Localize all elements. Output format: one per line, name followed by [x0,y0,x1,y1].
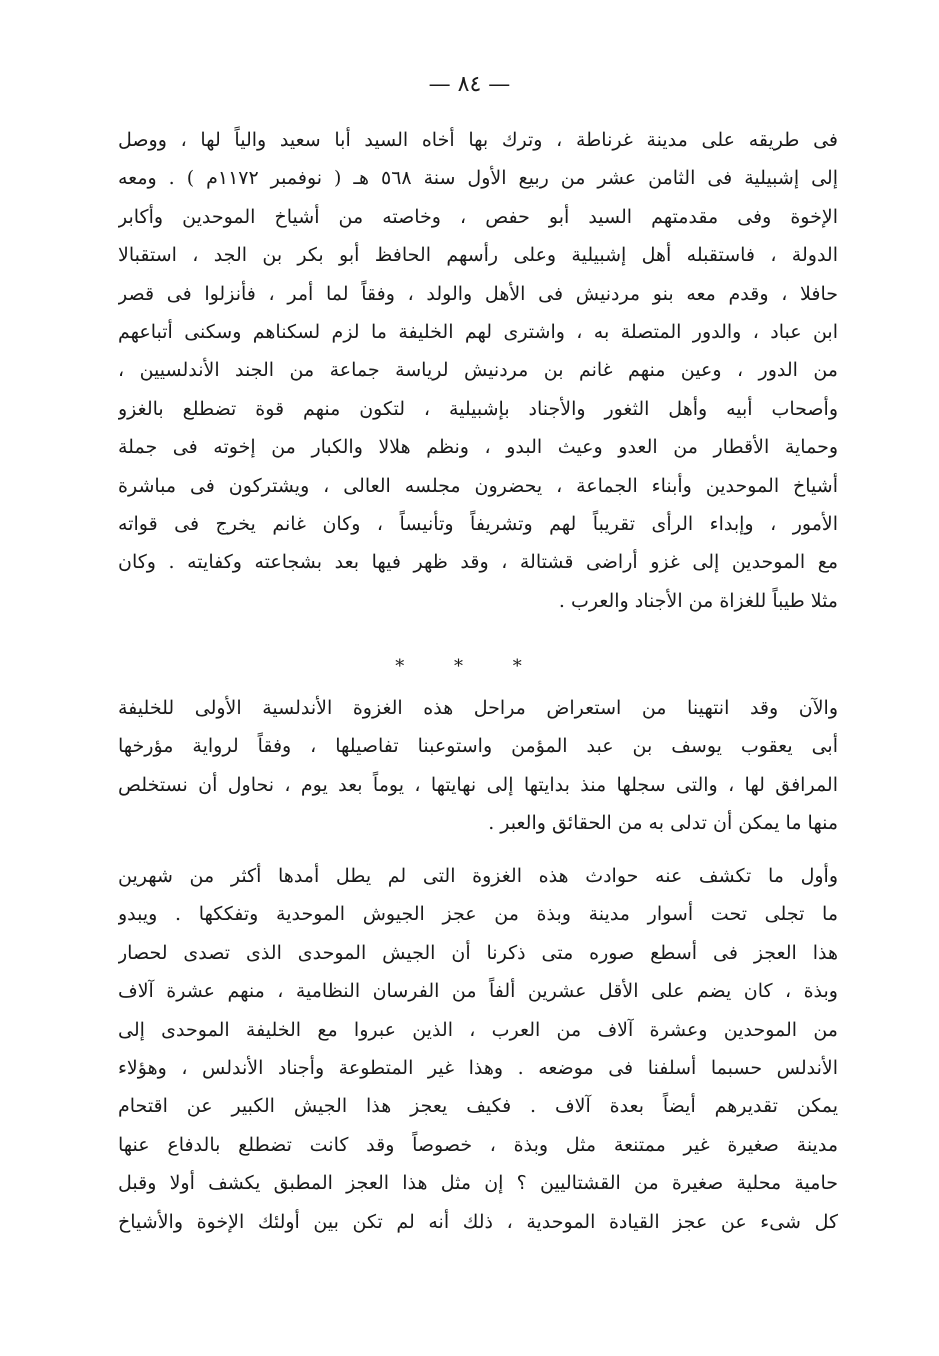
text-line: وأصحاب أبيه وأهل الثغور والأجناد بإشبيلية ، لتكون منهم قوة تضطلع بالغزو [118,397,838,420]
text-line: مثلا طيباً للغزاة من الأجناد والعرب . [558,589,838,612]
text-line: أبى يعقوب يوسف بن عبد المؤمن واستوعبنا تفاصيلها ، وفقاً لرواية مؤرخها [118,735,838,758]
text-line: وحماية الأقطار من العدو وعيث البدو ، ونظم هلالا والكبار من إخوته فى جملة [118,436,838,459]
text-line: من الموحدين وعشرة آلاف من العرب ، الذين عبروا مع الخليفة الموحدى إلى [118,1018,838,1041]
text-line: حامية محلية صغيرة من القشتاليين ؟ إن مثل هذا العجز المطبق يكشف أولا وقبل [118,1172,838,1195]
text-line: فى طريقه على مدينة غرناطة ، وترك بها أخاه السيد أبا سعيد والياً لها ، ووصل [118,129,838,151]
text-line: الأندلس حسبما أسلفنا فى موضعه . وهذا غير المتطوعة وأجناد الأندلس ، وهؤلاء [118,1056,838,1079]
text-line: إلى إشبيلية فى الثامن عشر من ربيع الأول سنة ٥٦٨ هـ ( نوفمبر ١١٧٢م ) . ومعه [118,167,838,190]
text-line: مع الموحدين إلى غزو أراضى قشتالة ، وقد ظهر فيها بعد بشجاعته وكفايته . وكان [118,551,838,574]
text-line: كل شىء عن عجز القيادة الموحدية ، ذلك أنه لم تكن بين أولئك الإخوة والأشياخ [118,1210,838,1233]
text-line: والآن وقد انتهينا من استعراض مراحل هذه الغزوة الأندلسية الأولى للخليفة [118,697,838,719]
text-line: الأمور ، وإبداء الرأى تقريباً لهم وتشريفاً وتأنيساً ، وكان غانم يخرج فى قواته [118,512,838,535]
section-separator: * * * [395,656,544,677]
text-line: أشياخ الموحدين وأبناء الجماعة ، يحضرون مجلسه العالى ، ويشتركون فى مباشرة [118,474,838,497]
text-line: منها ما يمكن أن تدلى به من الحقائق والعبر . [488,812,838,835]
text-line: يمكن تقديرهم أيضاً بعدة آلاف . فكيف يعجز هذا الجيش الكبير عن اقتحام [118,1095,838,1118]
text-line: وبذة ، كان يضم على الأقل عشرين ألفاً من الفرسان النظامية ، منهم عشرة آلاف [118,980,838,1003]
text-line: ابن عباد ، والدور المتصلة به ، واشترى لهم الخليفة ما لزم لسكناهم وسكنى أتباعهم [118,320,838,343]
text-line: مدينة صغيرة غير ممتنعة مثل وبذة ، خصوصاً وقد كانت تضطلع بالدفاع عنها [118,1133,838,1156]
paragraph-1 [118,121,838,620]
text-line: هذا العجز فى أسطع صوره متى ذكرنا أن الجيش الموحدى الذى تصدى لحصار [118,941,838,964]
paragraph-2 [118,689,838,843]
text-line: وأول ما تكشف عنه حوادث هذه الغزوة التى لم يطل أمدها أكثر من شهرين [118,865,838,887]
text-line: الدولة ، فاستقبله أهل إشبيلية وعلى رأسهم الحافظ أبو بكر بن الجد ، استقبالا [118,244,838,267]
paragraph-3 [118,857,838,1241]
text-line: المرافق لها ، والتى سجلها منذ بدايتها إلى نهايتها ، يوماً بعد يوم ، نحاول أن نستخلص [118,773,838,796]
text-line: حافلا ، وقدم معه بنو مردنيش فى الأهل والولد ، وفقاً لما أمر ، فأنزلوا فى قصر [118,282,838,305]
text-line: الإخوة وفى مقدمتهم السيد أبو حفص ، وخاصته من أشياخ الموحدين وأكابر [118,205,838,228]
text-line: ما تجلى تحت أسوار مدينة وبذة من عجز الجيوش الموحدية وتفككها . ويبدو [118,903,838,926]
text-line: من الدور ، وعين منهم غانم بن مردنيش لرياسة جماعة من الجند الأندلسيين ، [118,359,838,382]
page-number: — ٨٤ — [428,72,511,97]
